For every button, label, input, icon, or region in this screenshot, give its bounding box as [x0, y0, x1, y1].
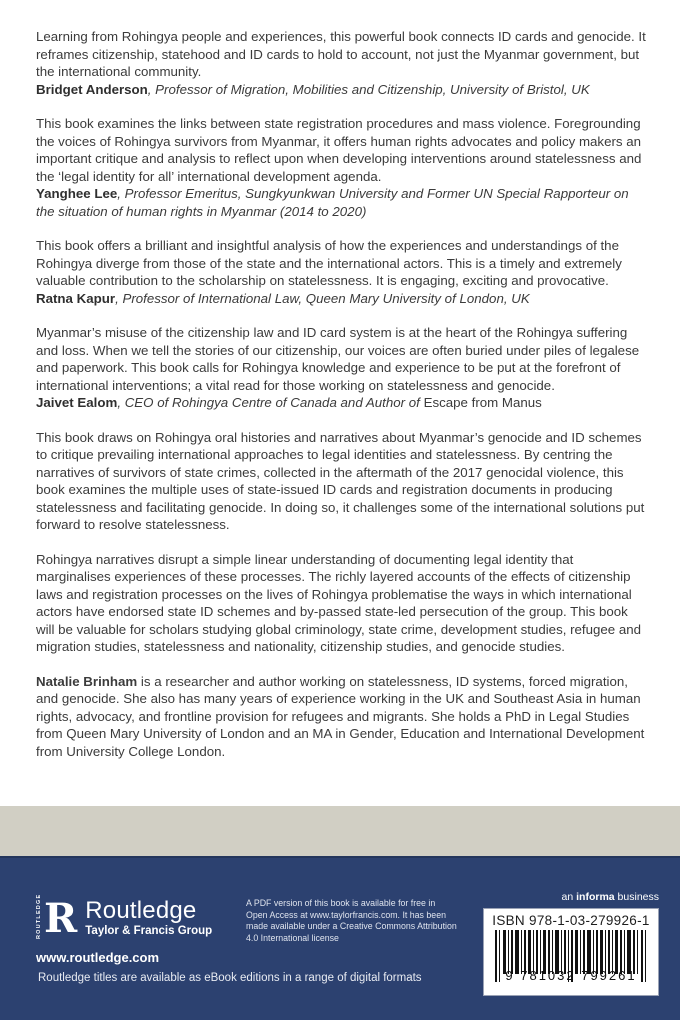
publisher-group-name: Taylor & Francis Group — [85, 925, 213, 937]
informa-business-mark — [562, 891, 659, 903]
author-bio-text: is a researcher and author working on statelessness, ID systems, forced migration, and genocide. She also has many years of experience working in the UK and Southeast Asia in human rights, advocacy, and frontline provision for refugees and migrants. She holds a PhD in Legal Studies from Queen Mary University of London and an MA in Gender, Education and International Development from University College London. — [36, 673, 645, 759]
endorser-name: Ratna Kapur — [36, 290, 116, 306]
footer-band — [0, 856, 680, 1020]
endorsement-text: This book offers a brilliant and insightful analysis of how the experiences and understandings of the Rohingya diverge from those of the state and the international actors. This is a timely and extremely valuable contribution to the scholarship on statelessness. It is engaging, exciting and provocative. — [36, 238, 622, 288]
publisher-website: www.routledge.com — [36, 950, 160, 965]
endorser-affiliation: , Professor Emeritus, Sungkyunkwan University and Former UN Special Rapporteur on the situation of human rights in Myanmar (2014 to 2020) — [36, 186, 629, 219]
author-bio — [36, 673, 648, 761]
grey-band — [0, 806, 680, 856]
back-cover-text-column — [36, 28, 648, 760]
endorsement-attribution — [36, 395, 542, 410]
publisher-brand-block — [85, 898, 212, 937]
endorsement-attribution — [36, 186, 629, 219]
endorsement-text: This book examines the links between state registration procedures and mass violence. Foregrounding the voices of Rohingya survivors from Myanmar, it offers human rights advocates and policy makers an important critique and analysis to reflect upon when developing interventions around statelessness and the ‘legal identity for all’ international development agenda. — [36, 116, 642, 184]
isbn-number: ISBN 978-1-03-279926-1 — [492, 913, 650, 928]
book-description-paragraph-2: Rohingya narratives disrupt a simple linear understanding of documenting legal identity that marginalises experiences of these processes. The richly layered accounts of the effects of citizenship laws and registration processes on the lives of Rohingya problematise the ways in which international actors have endorsed state ID schemes and by-passed state-led persecution of the group. This book will be valuable for scholars studying global criminology, state crime, development studies, refugee and migration studies, statelessness and nationality, citizenship studies, and genocide studies. — [36, 551, 642, 654]
endorsement-4 — [36, 324, 648, 412]
endorsement-attribution — [36, 291, 530, 306]
endorsement-text: Myanmar’s misuse of the citizenship law and ID card system is at the heart of the Rohingya suffering and loss. When we tell the stories of our citizenship, our voices are often buried under piles of legalese and paperwork. This book calls for Rohingya knowledge and experience to be put at the forefront of international interventions; a vital read for those working on statelessness and genocide. — [36, 325, 640, 393]
routledge-vertical-text: ROUTLEDGE — [36, 893, 42, 939]
isbn-digits: 9 781032 799261 — [505, 968, 637, 983]
endorsement-3 — [36, 237, 648, 307]
publisher-brand-name: Routledge — [85, 897, 197, 924]
endorsement-attribution — [36, 82, 590, 97]
endorser-affiliation: , CEO of Rohingya Centre of Canada and Author of — [117, 395, 424, 410]
book-description-paragraph-1: This book draws on Rohingya oral histories and narratives about Myanmar’s genocide and ID schemes to critique prevailing international approaches to legal identities and statelessness. By centring the narratives of survivors of state crimes, collected in the aftermath of the 2017 genocidal violence, this book examines the multiple uses of state-issued ID cards and registration documents in producing statelessness and facilitating genocide. In doing so, it challenges some of the international solutions put forward to resolve statelessness. — [36, 429, 645, 532]
routledge-logo — [36, 893, 213, 942]
routledge-r-icon: R — [44, 895, 78, 942]
endorser-name: Bridget Anderson — [36, 81, 148, 97]
informa-pre: an — [561, 891, 577, 903]
author-name: Natalie Brinham — [36, 673, 138, 689]
informa-post: business — [614, 891, 659, 903]
endorser-name: Jaivet Ealom — [36, 395, 118, 410]
informa-brand: informa — [576, 891, 615, 903]
endorser-affiliation: , Professor of International Law, Queen Mary University of London, UK — [115, 290, 530, 306]
endorsement-2 — [36, 115, 648, 220]
endorsement-text: Learning from Rohingya people and experiences, this powerful book connects ID cards and genocide. It reframes citizenship, statehood and ID cards to hold to account, not just the Myanmar government, but the international community. — [36, 29, 646, 79]
endorser-name: Yanghee Lee — [36, 186, 118, 201]
endorser-affiliation: , Professor of Migration, Mobilities and Citizenship, University of Bristol, UK — [147, 81, 590, 97]
isbn-barcode-box — [483, 908, 659, 996]
routledge-logo-mark — [36, 893, 78, 942]
ebook-availability-note: Routledge titles are available as eBook editions in a range of digital formats — [38, 972, 422, 984]
endorsement-1 — [36, 28, 648, 98]
endorser-suffix: Escape from Manus — [423, 395, 542, 410]
open-access-note: A PDF version of this book is available for free in Open Access at www.taylorfrancis.com. It has been made available under a Creative Commons Attribution 4.0 International license — [246, 898, 457, 943]
